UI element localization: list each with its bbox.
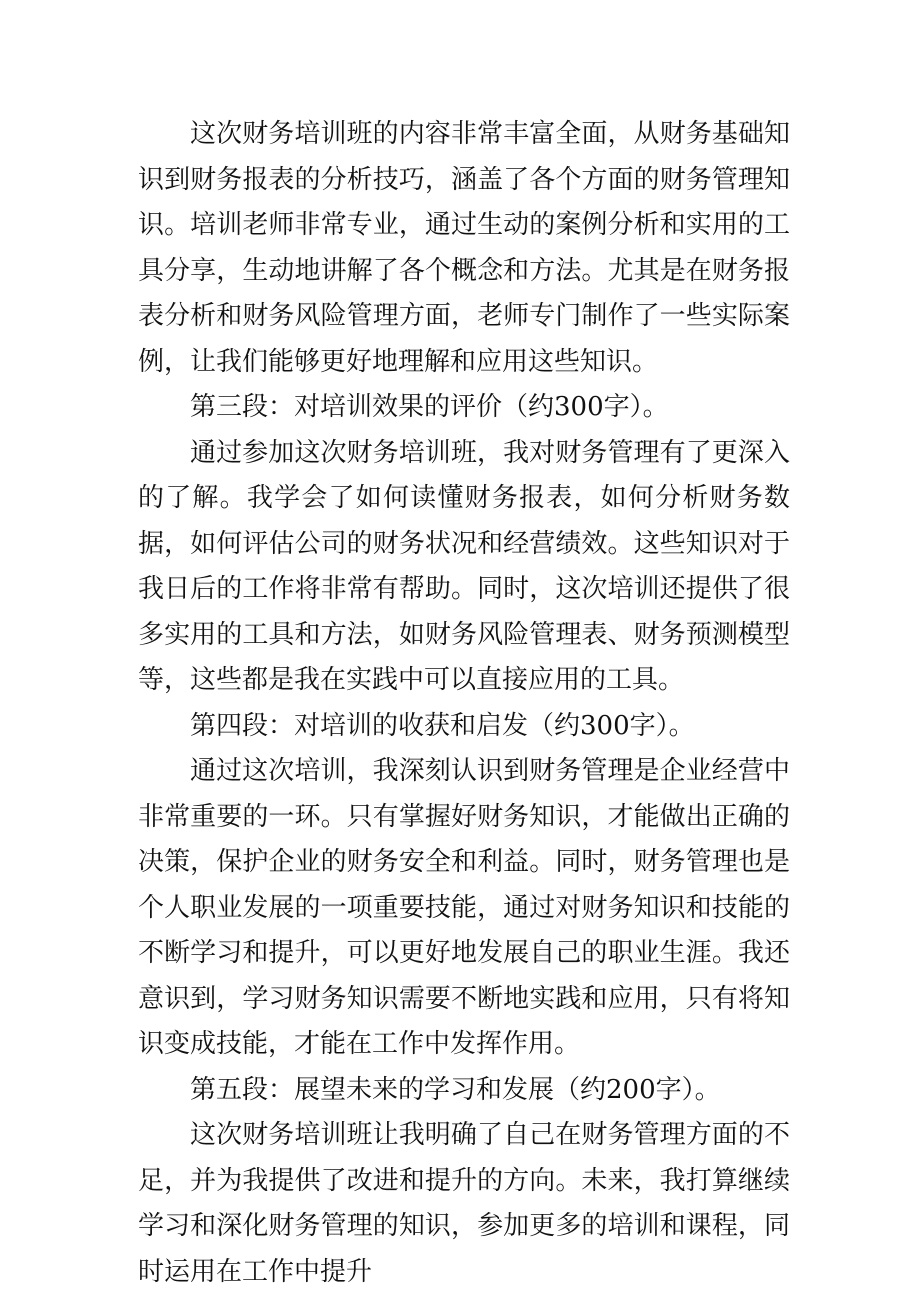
paragraph-training-content: 这次财务培训班的内容非常丰富全面，从财务基础知识到财务报表的分析技巧，涵盖了各个方面的财务管理知识。培训老师非常专业，通过生动的案例分析和实用的工具分享，生动地讲解了各个概念和方法。尤其是在财务报表分析和财务风险管理方面，老师专门制作了一些实际案例，让我们能够更好地理解和应用这些知识。 — [138, 119, 790, 377]
paragraph-future-outlook: 这次财务培训班让我明确了自己在财务管理方面的不足，并为我提供了改进和提升的方向。未来，我打算继续学习和深化财务管理的知识，参加更多的培训和课程，同时运用在工作中提升 — [138, 1120, 790, 1287]
paragraph-training-effect: 通过参加这次财务培训班，我对财务管理有了更深入的了解。我学会了如何读懂财务报表，如何分析财务数据，如何评估公司的财务状况和经营绩效。这些知识对于我日后的工作将非常有帮助。同时，这次培训还提供了很多实用的工具和方法，如财务风险管理表、财务预测模型等，这些都是我在实践中可以直接应用的工具。 — [138, 437, 790, 695]
section-heading-5: 第五段：展望未来的学习和发展（约200字）。 — [190, 1074, 721, 1105]
paragraph-training-gains: 通过这次培训，我深刻认识到财务管理是企业经营中非常重要的一环。只有掌握好财务知识，才能做出正确的决策，保护企业的财务安全和利益。同时，财务管理也是个人职业发展的一项重要技能，通过对财务知识和技能的不断学习和提升，可以更好地发展自己的职业生涯。我还意识到，学习财务知识需要不断地实践和应用，只有将知识变成技能，才能在工作中发挥作用。 — [138, 756, 790, 1059]
document-body — [138, 112, 790, 1295]
section-heading-3: 第三段：对培训效果的评价（约300字）。 — [190, 392, 669, 422]
section-heading-4: 第四段：对培训的收获和启发（约300字）。 — [190, 710, 695, 741]
